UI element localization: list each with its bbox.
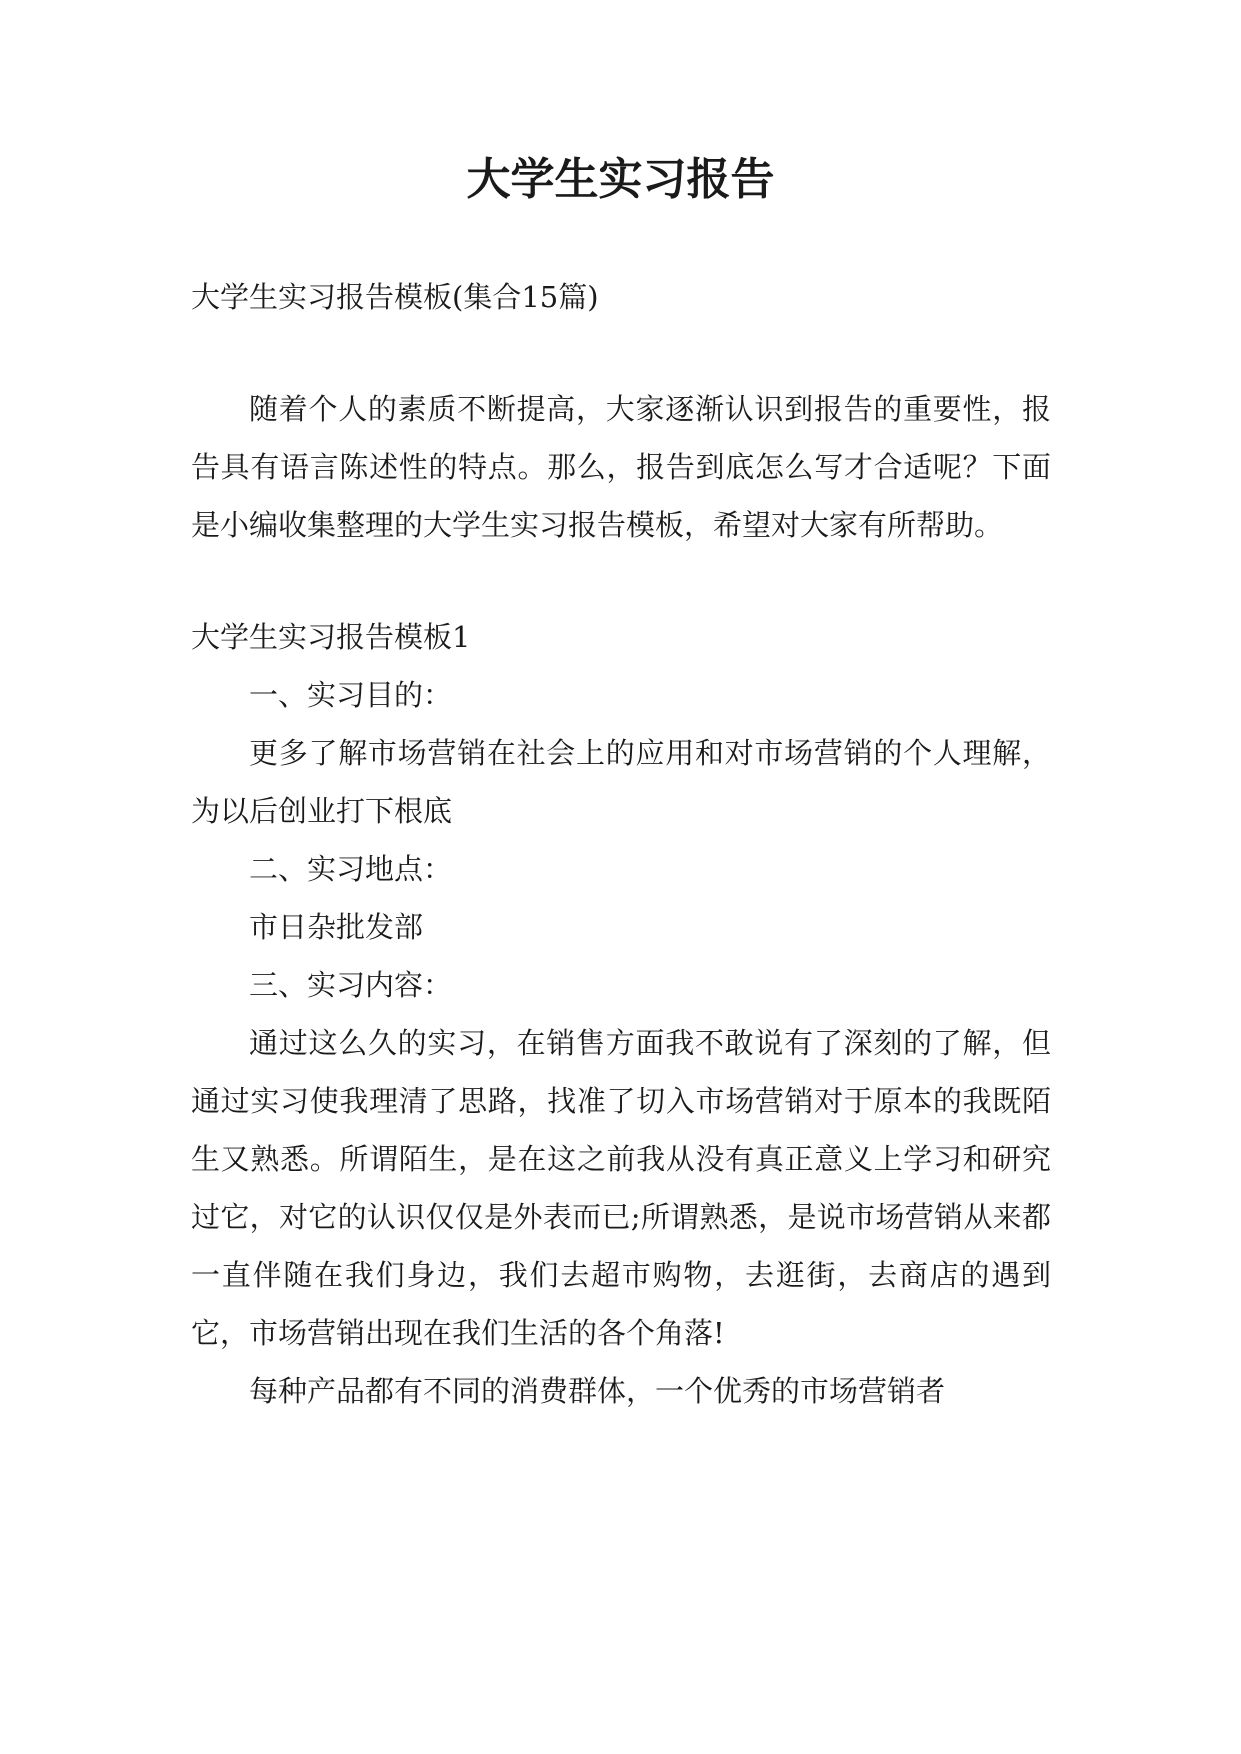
spacer [191,326,1051,380]
document-title: 大学生实习报告 [466,154,775,205]
paragraph-location: 市日杂批发部 [249,910,424,944]
heading-location: 二、实习地点： [249,852,453,886]
spacer [191,554,1051,608]
paragraph-content: 通过这么久的实习，在销售方面我不敢说有了深刻的了解，但通过实习使我理清了思路，找准了切入市场营销对于原本的我既陌生又熟悉。所谓陌生，是在这之前我从没有真正意义上学习和研究过它，对它的认识仅仅是外表而已;所谓熟悉，是说市场营销从来都一直伴随在我们身边，我们去超市购物，去逛街，去商店的遇到它，市场营销出现在我们生活的各个角落! [191,1026,1051,1350]
section-heading: 大学生实习报告模板1 [191,620,471,654]
intro-paragraph: 随着个人的素质不断提高，大家逐渐认识到报告的重要性，报告具有语言陈述性的特点。那么，报告到底怎么写才合适呢？下面是小编收集整理的大学生实习报告模板，希望对大家有所帮助。 [191,392,1051,542]
document-subtitle: 大学生实习报告模板(集合15篇) [191,280,599,314]
heading-purpose: 一、实习目的： [249,678,453,712]
heading-content: 三、实习内容： [249,968,453,1002]
paragraph-purpose: 更多了解市场营销在社会上的应用和对市场营销的个人理解，为以后创业打下根底 [191,736,1051,828]
paragraph-continued: 每种产品都有不同的消费群体，一个优秀的市场营销者 [249,1374,946,1408]
document-body [191,268,1051,1420]
